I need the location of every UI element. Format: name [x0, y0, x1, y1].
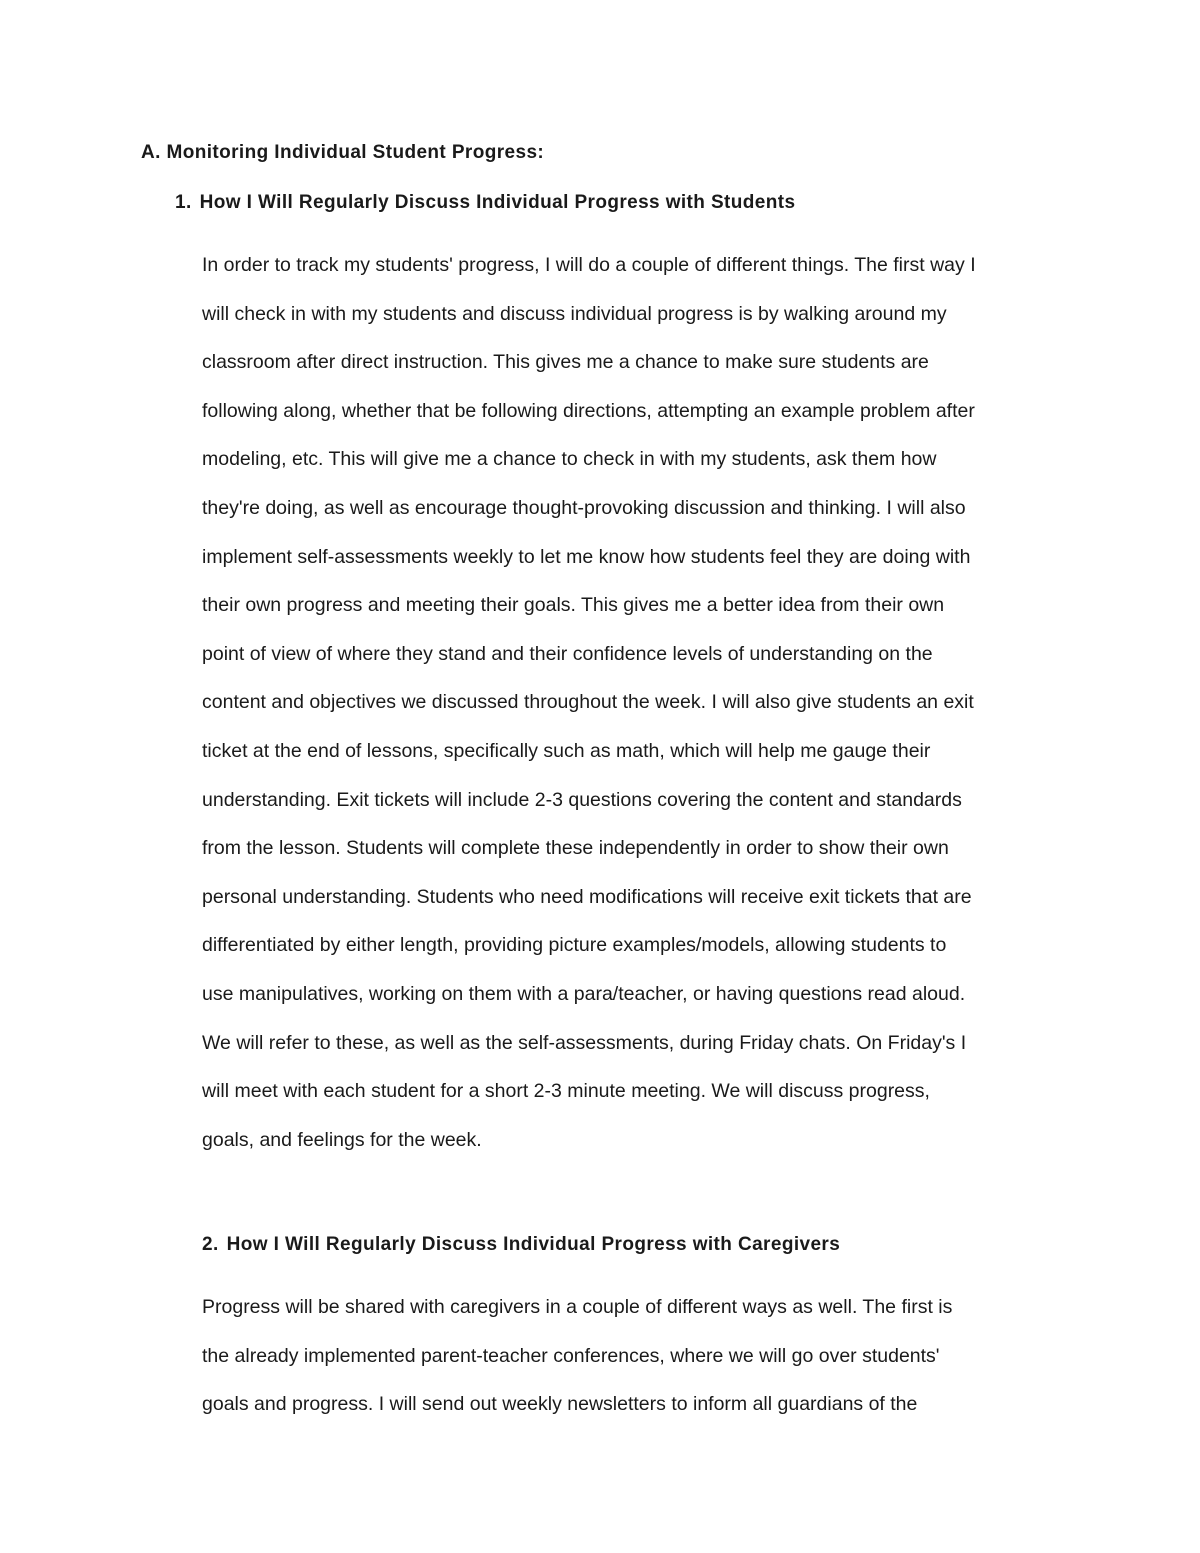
- paragraph-line: implement self-assessments weekly to let me know how students feel they are doing with: [202, 545, 971, 568]
- paragraph-line: differentiated by either length, providing picture examples/models, allowing students to: [202, 934, 947, 957]
- paragraph-line: use manipulatives, working on them with a para/teacher, or having questions read aloud.: [202, 982, 966, 1005]
- paragraph-line: point of view of where they stand and their confidence levels of understanding on the: [202, 642, 933, 665]
- paragraph-line: their own progress and meeting their goals. This gives me a better idea from their own: [202, 594, 945, 617]
- section-caregivers: [0, 1233, 1200, 1430]
- section-1-heading: [0, 191, 1200, 215]
- paragraph-line: will check in with my students and discuss individual progress is by walking around my: [202, 302, 947, 325]
- section-2-number: 2.: [202, 1234, 219, 1255]
- paragraph-line: In order to track my students' progress, I will do a couple of different things. The first way I: [202, 254, 976, 276]
- section-1-title: How I Will Regularly Discuss Individual Progress with Students: [199, 192, 796, 213]
- paragraph-line: the already implemented parent-teacher conferences, where we will go over students': [202, 1344, 940, 1367]
- paragraph-line: will meet with each student for a short 2-3 minute meeting. We will discuss progress,: [202, 1080, 930, 1103]
- paragraph-line: following along, whether that be following directions, attempting an example problem after: [202, 399, 975, 422]
- section-2-body: [0, 1257, 1200, 1430]
- paragraph-line: understanding. Exit tickets will include 2-3 questions covering the content and standards: [202, 788, 962, 811]
- paragraph-line: Progress will be shared with caregivers in a couple of different ways as well. The first is: [202, 1296, 953, 1318]
- section-1-body: [0, 215, 1200, 1165]
- paragraph-line: goals and progress. I will send out weekly newsletters to inform all guardians of the: [202, 1393, 918, 1416]
- section-a-heading: A. Monitoring Individual Student Progress:: [141, 142, 545, 163]
- paragraph-line: personal understanding. Students who need modifications will receive exit tickets that are: [202, 885, 972, 908]
- paragraph-line: they're doing, as well as encourage thought-provoking discussion and thinking. I will also: [202, 496, 966, 519]
- paragraph-line: We will refer to these, as well as the self-assessments, during Friday chats. On Friday's I: [202, 1031, 967, 1054]
- paragraph-line: classroom after direct instruction. This gives me a chance to make sure students are: [202, 351, 929, 374]
- section-students: [0, 191, 1200, 1165]
- paragraph-line: ticket at the end of lessons, specifically such as math, which will help me gauge their: [202, 739, 931, 762]
- paragraph-line: goals, and feelings for the week.: [202, 1128, 482, 1151]
- section-2-heading: [0, 1233, 1200, 1257]
- paragraph-line: content and objectives we discussed throughout the week. I will also give students an exit: [202, 691, 974, 714]
- paragraph-line: from the lesson. Students will complete these independently in order to show their own: [202, 837, 949, 860]
- paragraph-line: modeling, etc. This will give me a chance to check in with my students, ask them how: [202, 448, 937, 471]
- section-2-title: How I Will Regularly Discuss Individual Progress with Caregivers: [226, 1234, 841, 1255]
- section-1-number: 1.: [175, 192, 192, 213]
